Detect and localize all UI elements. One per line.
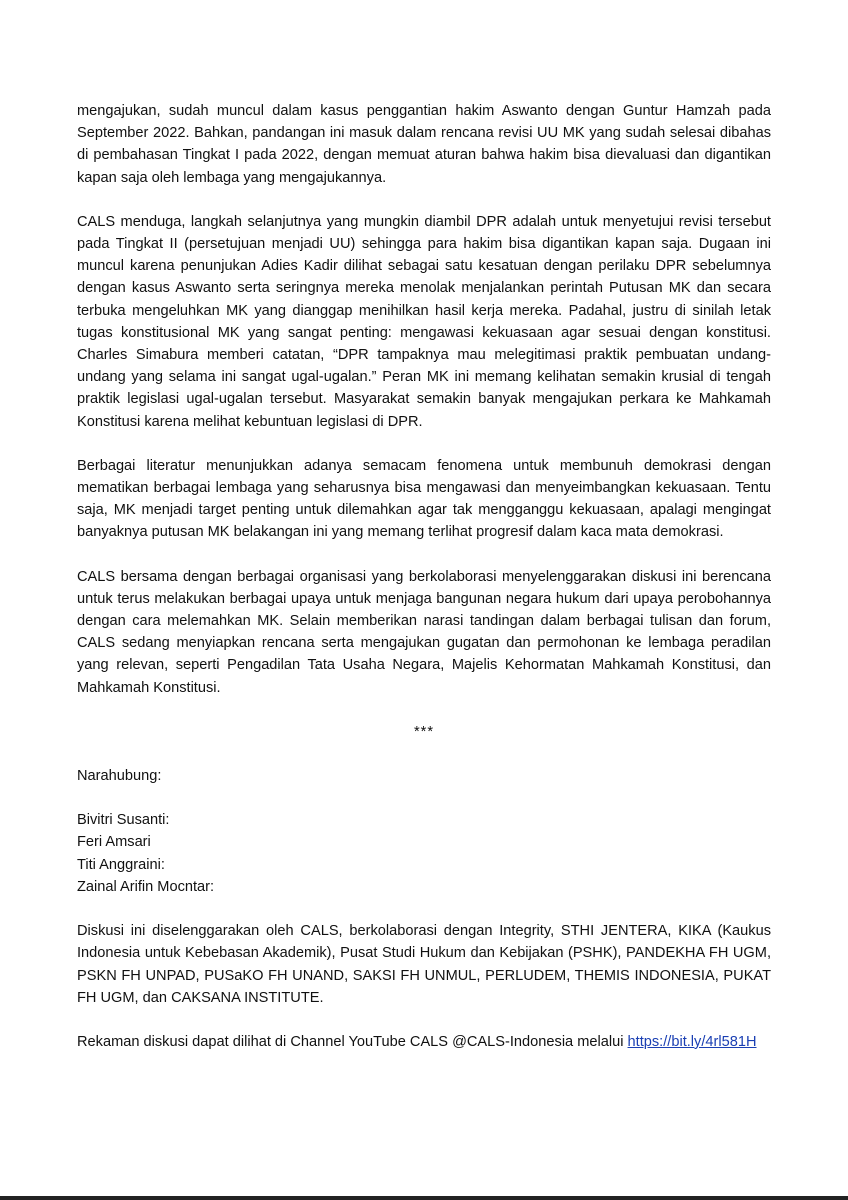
paragraph-organizers: Diskusi ini diselenggarakan oleh CALS, berkolaborasi dengan Integrity, STHI JENTERA, KIKA (Kaukus Indonesia untuk Kebebasan Akademik), Pusat Studi Hukum dan Kebijakan (PSHK), PANDEKHA FH UGM, PSKN FH UNPAD, PUSaKO FH UNAND, SAKSI FH UNMUL, PERLUDEM, THEMIS INDONESIA, PUKAT FH UGM, dan CAKSANA INSTITUTE.: [77, 923, 771, 1006]
section-separator: ***: [413, 723, 435, 740]
contact-entry: Titi Anggraini:: [77, 856, 165, 873]
document-body: [77, 100, 771, 1053]
recording-link[interactable]: https://bit.ly/4rl581H: [627, 1033, 757, 1050]
contact-entry: Feri Amsari: [77, 834, 151, 851]
paragraph-cals-suspicion: CALS menduga, langkah selanjutnya yang mungkin diambil DPR adalah untuk menyetujui revisi tersebut pada Tingkat II (persetujuan menjadi UU) sehingga para hakim bisa digantikan kapan saja. Dugaan ini muncul karena penunjukan Adies Kadir dilihat sebagai satu kesatuan dengan perilaku DPR sebelumnya dengan kasus Aswanto serta seringnya mereka menolak menjalankan perintah Putusan MK dan secara terbuka mengeluhkan MK yang dianggap menihilkan hasil kerja mereka. Padahal, justru di sinilah letak tugas konstitusional MK yang sangat penting: mengawasi kekuasaan agar sesuai dengan konstitusi. Charles Simabura memberi catatan, “DPR tampaknya mau melegitimasi praktik pembuatan undang-undang yang selama ini sangat ugal-ugalan.” Peran MK ini memang kelihatan semakin krusial di tengah praktik legislasi ugal-ugalan tersebut. Masyarakat semakin banyak mengajukan perkara ke Mahkamah Konstitusi karena melihat kebuntuan legislasi di DPR.: [77, 213, 771, 430]
contact-entry: Zainal Arifin Mocntar:: [77, 878, 215, 895]
paragraph-mk-replacement: mengajukan, sudah muncul dalam kasus penggantian hakim Aswanto dengan Guntur Hamzah pada September 2022. Bahkan, pandangan ini masuk dalam rencana revisi UU MK yang sudah selesai dibahas di pembahasan Tingkat I pada 2022, dengan memuat aturan bahwa hakim bisa dievaluasi dan digantikan kapan saja oleh lembaga yang mengajukannya.: [77, 103, 771, 186]
contact-heading: Narahubung:: [77, 768, 162, 785]
bottom-edge: [0, 1196, 848, 1200]
contact-entry: Bivitri Susanti:: [77, 812, 170, 829]
paragraph-literature: Berbagai literatur menunjukkan adanya semacam fenomena untuk membunuh demokrasi dengan mematikan berbagai lembaga yang seharusnya bisa mengawasi dan menyeimbangkan kekuasaan. Tentu saja, MK menjadi target penting untuk dilemahkan agar tak mengganggu kekuasaan, apalagi mengingat banyaknya putusan MK belakangan ini yang memang terlihat progresif dalam kaca mata demokrasi.: [77, 457, 771, 541]
paragraph-recording: [77, 1031, 771, 1053]
paragraph-cals-plans: CALS bersama dengan berbagai organisasi yang berkolaborasi menyelenggarakan diskusi ini berencana untuk terus melakukan berbagai upaya untuk menjaga bangunan negara hukum dari upaya perobohannya dengan cara melemahkan MK. Selain memberikan narasi tandingan dalam berbagai tulisan dan forum, CALS sedang menyiapkan rencana serta mengajukan gugatan dan permohonan ke lembaga peradilan yang relevan, seperti Pengadilan Tata Usaha Negara, Majelis Kehormatan Mahkamah Konstitusi, dan Mahkamah Konstitusi.: [77, 568, 771, 696]
recording-text: Rekaman diskusi dapat dilihat di Channel YouTube CALS @CALS-Indonesia melalui: [77, 1033, 624, 1050]
